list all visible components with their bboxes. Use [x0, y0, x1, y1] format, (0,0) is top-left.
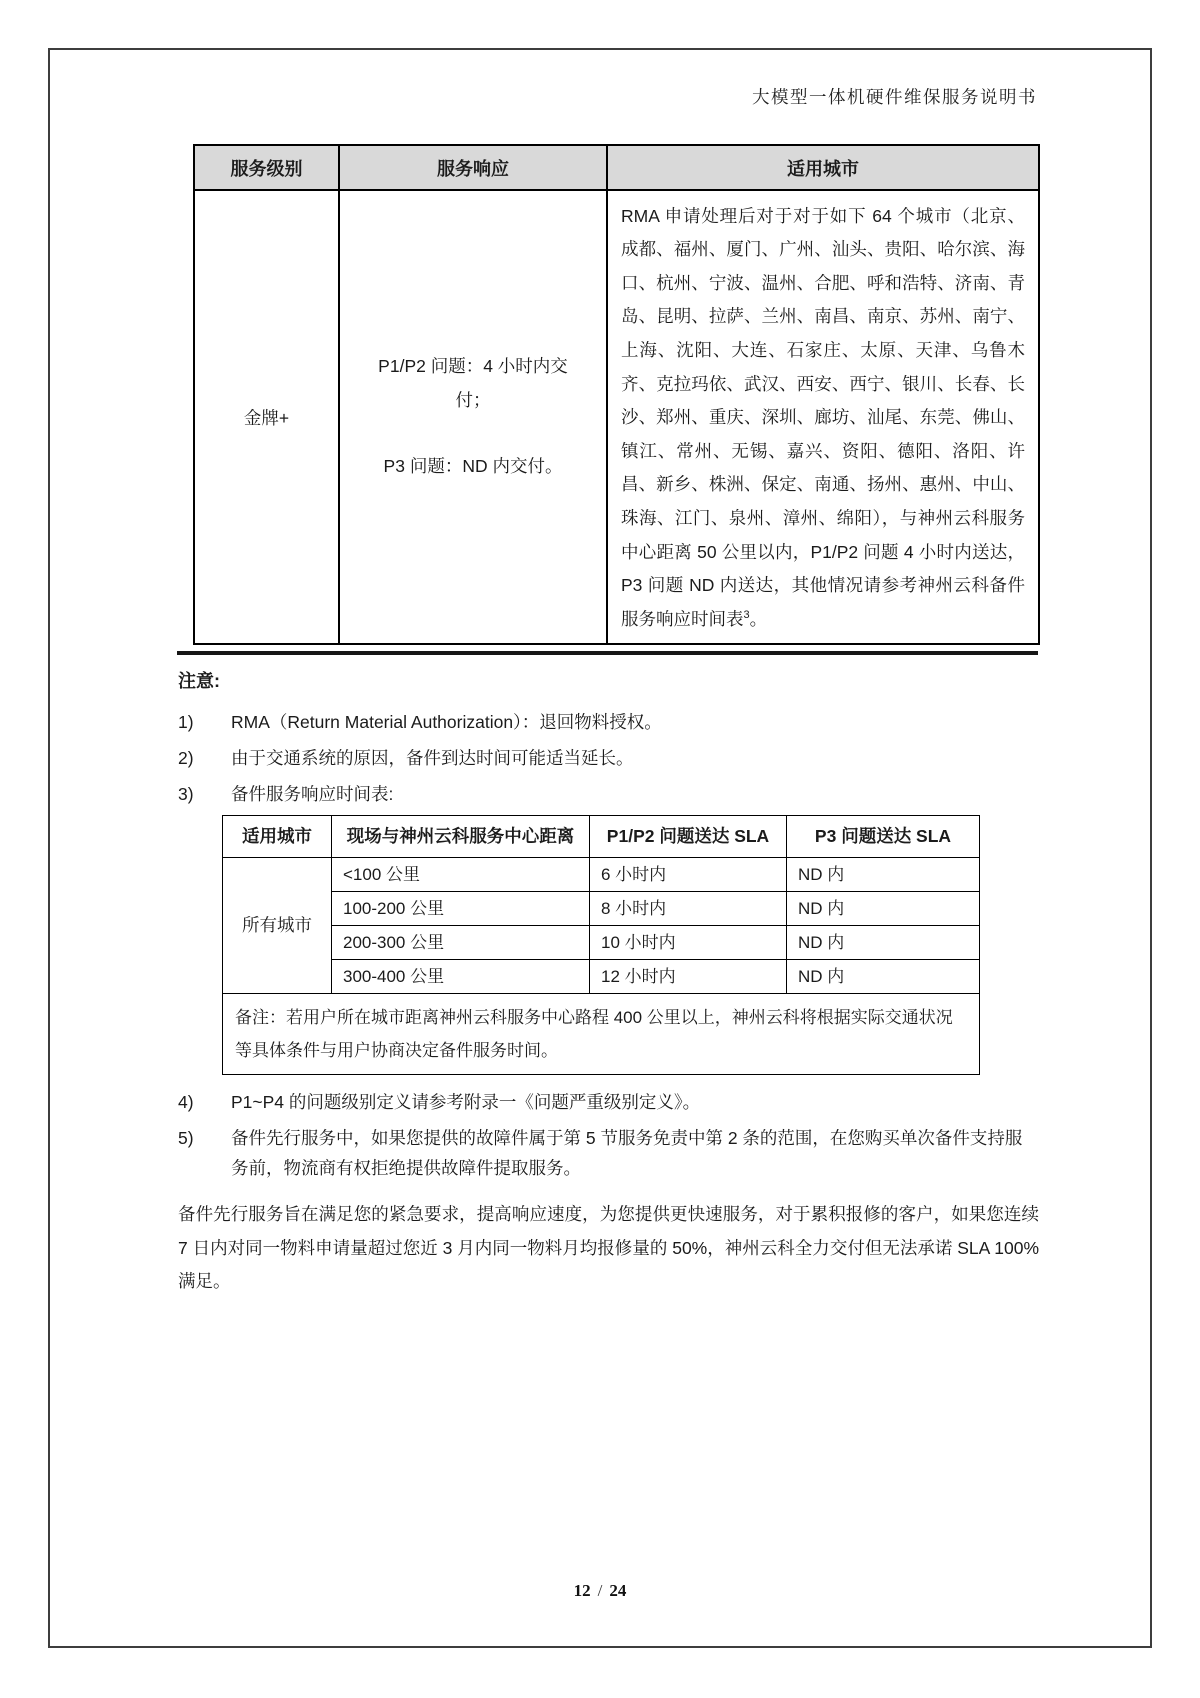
- sla-distance-cell: 300-400 公里: [332, 960, 590, 994]
- note-item-number: 3): [178, 784, 194, 804]
- notes-label: 注意:: [178, 671, 220, 691]
- sla-p3-cell: ND 内: [787, 926, 980, 960]
- note-item-1: [178, 707, 1039, 737]
- note-item-text: 备件服务响应时间表:: [231, 784, 394, 804]
- sla-column-p1p2: P1/P2 问题送达 SLA: [590, 816, 787, 858]
- page-number-current: 12: [573, 1581, 591, 1600]
- sla-column-city: 适用城市: [223, 816, 332, 858]
- sla-distance-cell: 200-300 公里: [332, 926, 590, 960]
- closing-paragraph: 备件先行服务旨在满足您的紧急要求，提高响应速度，为您提供更快速服务，对于累积报修的客户，如果您连续 7 日内对同一物料申请量超过您近 3 月内同一物料月均报修量的 50%，神州云科全力交付但无法承诺 SLA 100%满足。: [178, 1204, 1039, 1291]
- note-item-3: [178, 779, 1039, 809]
- page-footer: [0, 1581, 1200, 1601]
- sla-p3-cell: ND 内: [787, 892, 980, 926]
- footnote-reference: 3: [743, 608, 750, 621]
- note-item-text: RMA（Return Material Authorization）：退回物料授权。: [231, 712, 662, 732]
- column-header-service-level: 服务级别: [194, 145, 339, 190]
- column-header-applicable-cities: 适用城市: [607, 145, 1039, 190]
- service-table-header-row: [194, 145, 1039, 190]
- note-item-number: 1): [178, 712, 194, 732]
- page-number-total: 24: [609, 1581, 627, 1600]
- sla-row-300-400km: [223, 960, 980, 994]
- service-level-table: [193, 144, 1040, 645]
- sla-remark-row: [223, 994, 980, 1075]
- note-item-number: 5): [178, 1128, 194, 1148]
- column-header-service-response: 服务响应: [339, 145, 607, 190]
- sla-column-distance: 现场与神州云科服务中心距离: [332, 816, 590, 858]
- sla-row-under-100km: [223, 858, 980, 892]
- note-item-number: 2): [178, 748, 194, 768]
- notes-section: [178, 669, 1039, 1299]
- sla-p1p2-cell: 12 小时内: [590, 960, 787, 994]
- note-item-5: [178, 1123, 1039, 1183]
- document-header-title: 大模型一体机硬件维保服务说明书: [752, 87, 1037, 107]
- sla-table-header-row: [223, 816, 980, 858]
- service-level-cell: 金牌+: [194, 190, 339, 644]
- response-line-p1p2: P1/P2 问题：4 小时内交付；: [378, 356, 568, 410]
- sla-column-p3: P3 问题送达 SLA: [787, 816, 980, 858]
- service-response-cell: [339, 190, 607, 644]
- note-item-text: 由于交通系统的原因，备件到达时间可能适当延长。: [231, 748, 634, 768]
- applicable-cities-cell: [607, 190, 1039, 644]
- sla-p3-cell: ND 内: [787, 960, 980, 994]
- sla-p3-cell: ND 内: [787, 858, 980, 892]
- cities-text: RMA 申请处理后对于对于如下 64 个城市（北京、成都、福州、厦门、广州、汕头、贵阳、哈尔滨、海口、杭州、宁波、温州、合肥、呼和浩特、济南、青岛、昆明、拉萨、兰州、南昌、南京、苏州、南宁、上海、沈阳、大连、石家庄、太原、天津、乌鲁木齐、克拉玛依、武汉、西安、西宁、银川、长春、长沙、郑州、重庆、深圳、廊坊、汕尾、东莞、佛山、镇江、常州、无锡、嘉兴、资阳、德阳、洛阳、许昌、新乡、株洲、保定、南通、扬州、惠州、中山、珠海、江门、泉州、漳州、绵阳），与神州云科服务中心距离 50 公里以内，P1/P2 问题 4 小时内送达，P3 问题 ND 内送达，其他情况请参考神州云科备件服务响应时间表: [621, 205, 1025, 629]
- section-divider-rule: [177, 651, 1038, 655]
- note-item-4: [178, 1087, 1039, 1117]
- sla-distance-cell: <100 公里: [332, 858, 590, 892]
- sla-p1p2-cell: 10 小时内: [590, 926, 787, 960]
- sla-city-scope-cell: 所有城市: [223, 858, 332, 994]
- note-item-number: 4): [178, 1092, 194, 1112]
- cities-text-end: 。: [749, 608, 768, 629]
- sla-row-100-200km: [223, 892, 980, 926]
- page-number-separator: /: [597, 1581, 603, 1600]
- sla-row-200-300km: [223, 926, 980, 960]
- note-item-text: 备件先行服务中，如果您提供的故障件属于第 5 节服务免责中第 2 条的范围，在您购买单次备件支持服务前，物流商有权拒绝提供故障件提取服务。: [231, 1128, 1023, 1178]
- sla-remark-cell: 备注：若用户所在城市距离神州云科服务中心路程 400 公里以上，神州云科将根据实际交通状况等具体条件与用户协商决定备件服务时间。: [223, 994, 980, 1075]
- sla-distance-cell: 100-200 公里: [332, 892, 590, 926]
- sla-p1p2-cell: 6 小时内: [590, 858, 787, 892]
- note-item-2: [178, 743, 1039, 773]
- note-item-text: P1~P4 的问题级别定义请参考附录一《问题严重级别定义》。: [231, 1092, 701, 1112]
- sla-p1p2-cell: 8 小时内: [590, 892, 787, 926]
- service-table-row-gold-plus: [194, 190, 1039, 644]
- response-line-p3: P3 问题：ND 内交付。: [383, 456, 563, 477]
- spare-parts-sla-table: [222, 815, 980, 1075]
